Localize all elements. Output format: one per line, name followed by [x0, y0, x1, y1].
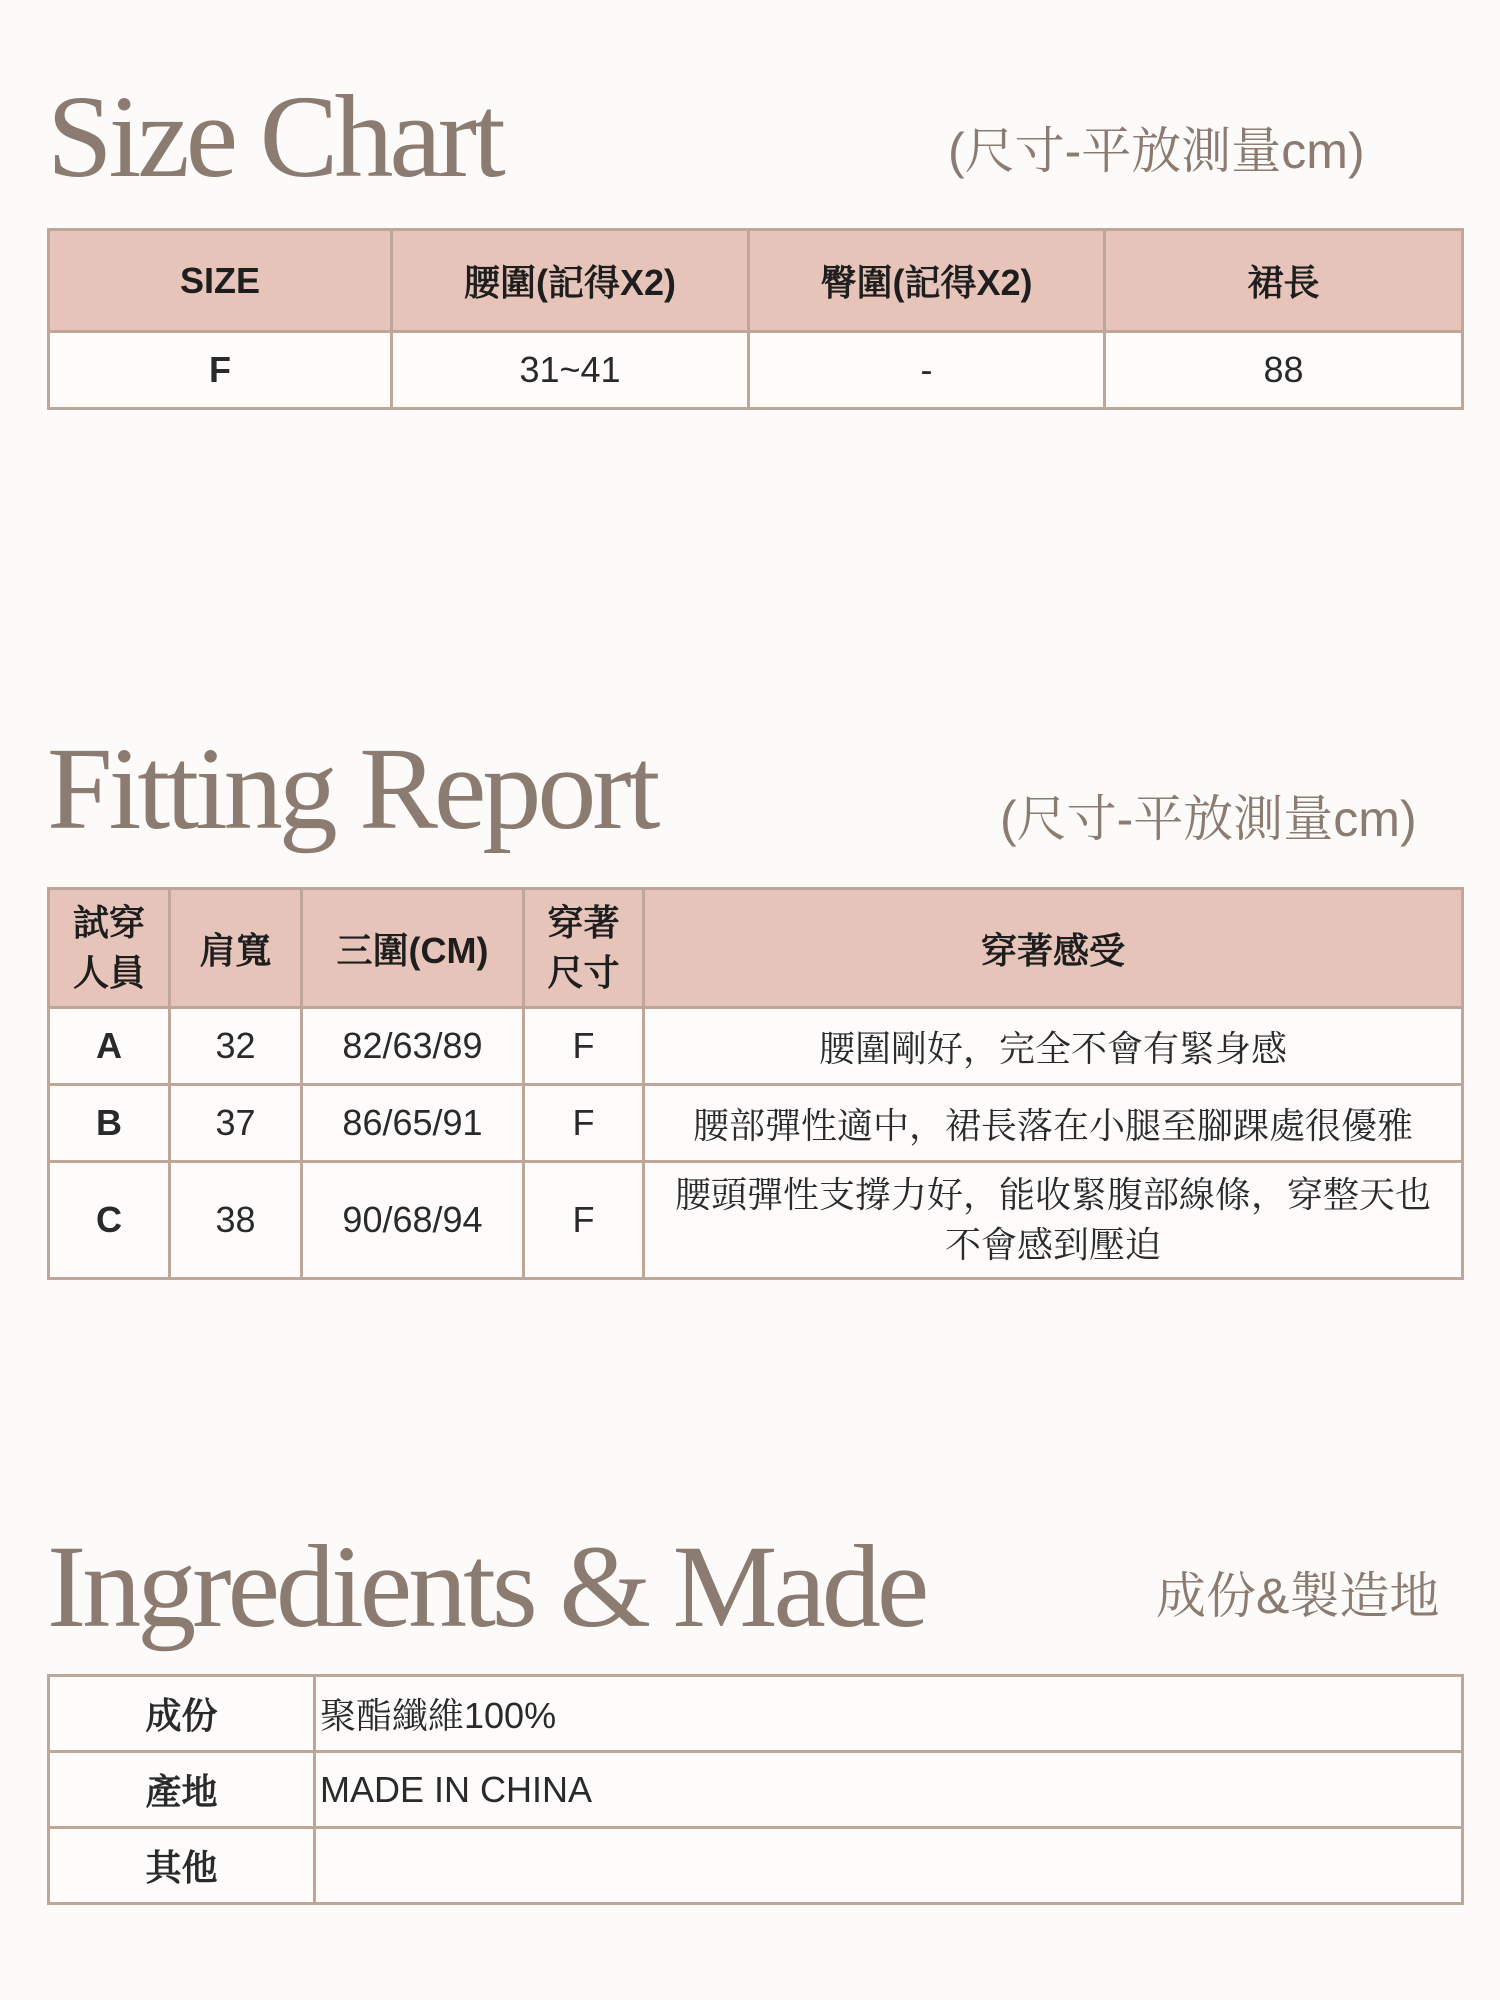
measurements-cell: 82/63/89	[302, 1008, 524, 1085]
row-value: 聚酯纖維100%	[315, 1676, 1463, 1752]
size-cell: F	[524, 1008, 644, 1085]
table-cell: F	[49, 332, 392, 409]
measurements-cell: 90/68/94	[302, 1162, 524, 1279]
ingredients-note: 成份&製造地	[1156, 1568, 1440, 1624]
table-row	[49, 1752, 1463, 1828]
feedback-cell	[644, 1162, 1463, 1279]
row-label: 產地	[49, 1752, 315, 1828]
table-header-row	[49, 230, 1463, 332]
shoulder-cell: 32	[170, 1008, 302, 1085]
column-header-shoulder: 肩寬	[170, 889, 302, 1008]
table-row	[49, 1676, 1463, 1752]
table-row	[49, 1008, 1463, 1085]
table-cell: 31~41	[392, 332, 749, 409]
fitting-report-table	[47, 887, 1464, 1280]
table-row	[49, 1828, 1463, 1904]
row-value: MADE IN CHINA	[315, 1752, 1463, 1828]
column-header-size	[524, 889, 644, 1008]
tester-cell: C	[49, 1162, 170, 1279]
column-header-tester	[49, 889, 170, 1008]
column-header-measurements: 三圍(CM)	[302, 889, 524, 1008]
table-cell: -	[749, 332, 1105, 409]
feedback-cell	[644, 1085, 1463, 1162]
header-line: 人員	[72, 952, 145, 993]
feedback-line: 腰部彈性適中，裙長落在小腿至腳踝處很優雅	[692, 1104, 1413, 1146]
size-chart-table	[47, 228, 1464, 410]
row-value	[315, 1828, 1463, 1904]
table-row	[49, 1085, 1463, 1162]
column-header-feedback: 穿著感受	[644, 889, 1463, 1008]
column-header: 臀圍(記得X2)	[749, 230, 1105, 332]
feedback-line: 腰頭彈性支撐力好，能收緊腹部線條，穿整天也	[674, 1173, 1431, 1215]
table-header-row	[49, 889, 1463, 1008]
table-row	[49, 332, 1463, 409]
column-header: SIZE	[49, 230, 392, 332]
size-cell: F	[524, 1085, 644, 1162]
header-line: 尺寸	[547, 952, 620, 993]
tester-cell: A	[49, 1008, 170, 1085]
shoulder-cell: 38	[170, 1162, 302, 1279]
shoulder-cell: 37	[170, 1085, 302, 1162]
ingredients-table	[47, 1674, 1464, 1905]
header-line: 穿著	[547, 901, 620, 943]
fitting-report-note: (尺寸-平放測量cm)	[1000, 791, 1417, 847]
feedback-line: 不會感到壓迫	[944, 1224, 1161, 1265]
fitting-report-title: Fitting Report	[47, 723, 657, 854]
header-line: 試穿	[72, 901, 145, 943]
size-chart-note: (尺寸-平放測量cm)	[948, 123, 1365, 179]
row-label: 成份	[49, 1676, 315, 1752]
ingredients-title: Ingredients & Made	[47, 1521, 926, 1652]
size-cell: F	[524, 1162, 644, 1279]
column-header: 腰圍(記得X2)	[392, 230, 749, 332]
feedback-line: 腰圍剛好，完全不會有緊身感	[818, 1027, 1287, 1069]
table-cell: 88	[1105, 332, 1463, 409]
feedback-cell	[644, 1008, 1463, 1085]
tester-cell: B	[49, 1085, 170, 1162]
row-label: 其他	[49, 1828, 315, 1904]
measurements-cell: 86/65/91	[302, 1085, 524, 1162]
column-header: 裙長	[1105, 230, 1463, 332]
size-chart-title: Size Chart	[47, 71, 502, 202]
table-row	[49, 1162, 1463, 1279]
